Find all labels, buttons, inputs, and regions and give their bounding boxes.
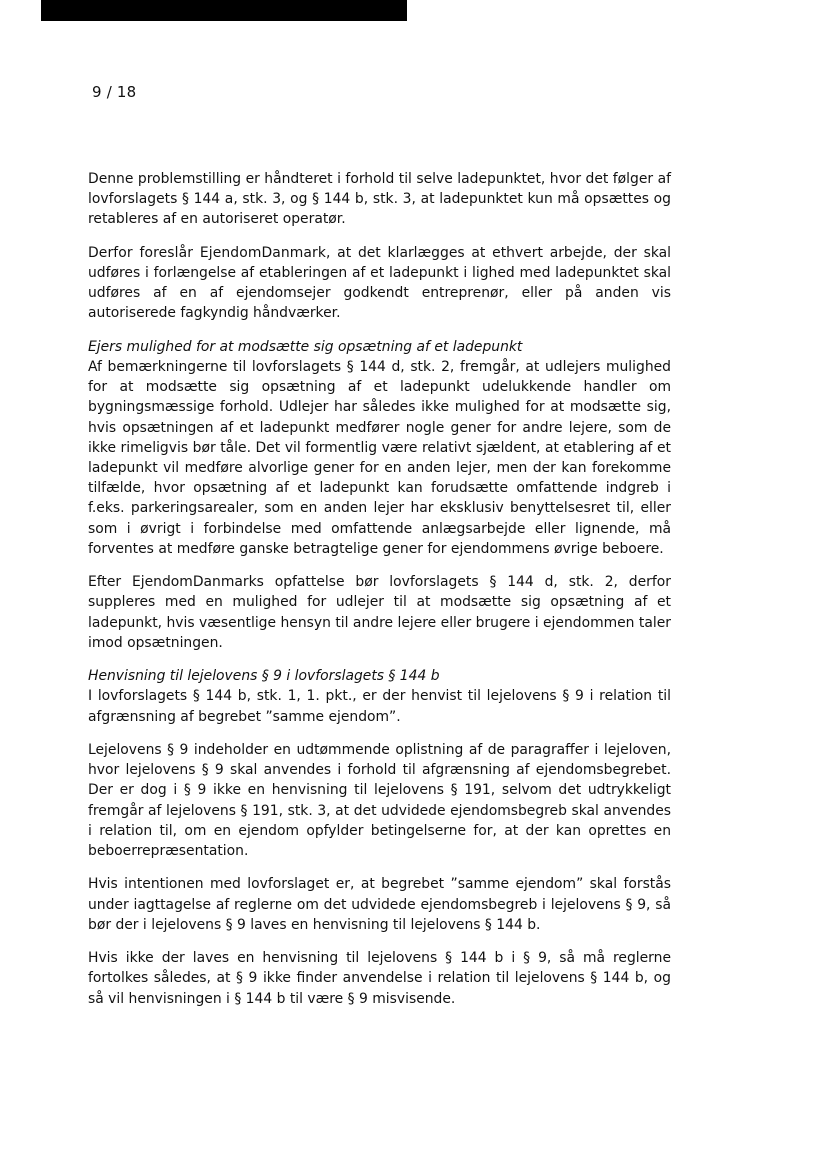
header-bar [41,0,407,21]
section-reference-lejeloven [88,666,671,727]
paragraph-lejelov-9: Lejelovens § 9 indeholder en udtømmende oplistning af de paragraffer i lejeloven, hvor lejelovens § 9 skal anvendes i forhold til afgrænsning af ejendomsbegrebet. Der er dog i § 9 ikke en henvisning til lejelovens § 191, selvom det udtrykkeligt fremgår af lejelovens § 191, stk. 3, at det udvidede ejendomsbegreb skal anvendes i relation til, om en ejendom opfylder betingelserne for, at der kan oprettes en beboerrepræsentation. [88,742,671,860]
section-text-reference: I lovforslagets § 144 b, stk. 1, 1. pkt., er der henvist til lejelovens § 9 i relation til afgrænsning af begrebet ”samme ejendom”. [88,688,671,725]
paragraph-ladepunkt-operator: Denne problemstilling er håndteret i forhold til selve ladepunktet, hvor det følger af lovforslagets § 144 a, stk. 3, og § 144 b, stk. 3, at ladepunktet kun må opsættes og retableres af en autoriseret operatør. [88,171,671,228]
paragraph-recommendation: Efter EjendomDanmarks opfattelse bør lovforslagets § 144 d, stk. 2, derfor suppleres med en mulighed for udlejer til at modsætte sig opsætning af et ladepunkt, hvis væsentlige hensyn til andre lejere eller brugere i ejendommen taler imod opsætningen. [88,574,671,651]
page-number: 9 / 18 [92,83,137,101]
proposal-text: , at det klarlægges at ethvert arbejde, der skal udføres i forlængelse af etableringen af et ladepunkt i lighed med ladepunktet skal udføres af en af ejendomsejer godkendt entreprenør, eller på anden vis autoriserede fagkyndig håndværker. [88,244,672,322]
section-text-owner-objection: Af bemærkningerne til lovforslagets § 144 d, stk. 2, fremgår, at udlejers mulighed for at modsætte sig opsætning af et ladepunkt udelukkende handler om bygningsmæssige forhold. Udlejer har således ikke mulighed for at modsætte sig, hvis opsætningen af et ladepunkt medfører nogle gener for andre lejere, som de ikke rimeligvis bør tåle. Det vil formentlig være relativt sjældent, at etablering af et ladepunkt vil medføre alvorlige gener for en anden lejer, men der kan forekomme tilfælde, hvor opsætning af et ladepunkt kan forudsætte omfattende indgreb i f.eks. parkeringsarealer, som en anden lejer har eksklusiv benyttelsesret til, eller som i øvrigt i forbindelse med omfattende anlægsarbejde eller lignende, må forventes at medføre ganske betragtelige gener for ejendommens øvrige beboere. [88,359,671,557]
section-heading-owner-objection: Ejers mulighed for at modsætte sig opsætning af et ladepunkt [88,338,523,355]
section-heading-reference: Henvisning til lejelovens § 9 i lovforslagets § 144 b [88,668,440,685]
proposal-lead: Derfor foreslår EjendomDanmark [88,244,326,261]
paragraph-conclusion [88,948,671,1009]
paragraph-intention: Hvis intentionen med lovforslaget er, at begrebet ”samme ejendom” skal forstås under iagttagelse af reglerne om det udvidede ejendomsbegreb i lejelovens § 9, så bør der i lejelovens § 9 laves en henvisning til lejelovens § 144 b. [88,876,671,933]
section-owner-objection [88,337,671,559]
conclusion-text-end: finder anvendelse i relation til lejelovens § 144 b, og så vil henvisningen i § 144 b til være § 9 misvisende. [88,970,671,1007]
conclusion-emphasis: ikke [262,970,291,987]
paragraph-proposal [88,243,671,324]
conclusion-text-start: Hvis ikke der laves en henvisning til lejelovens § 144 b i § 9, så må reglerne fortolkes således, at § 9 [88,950,671,987]
document-body [88,169,671,1022]
